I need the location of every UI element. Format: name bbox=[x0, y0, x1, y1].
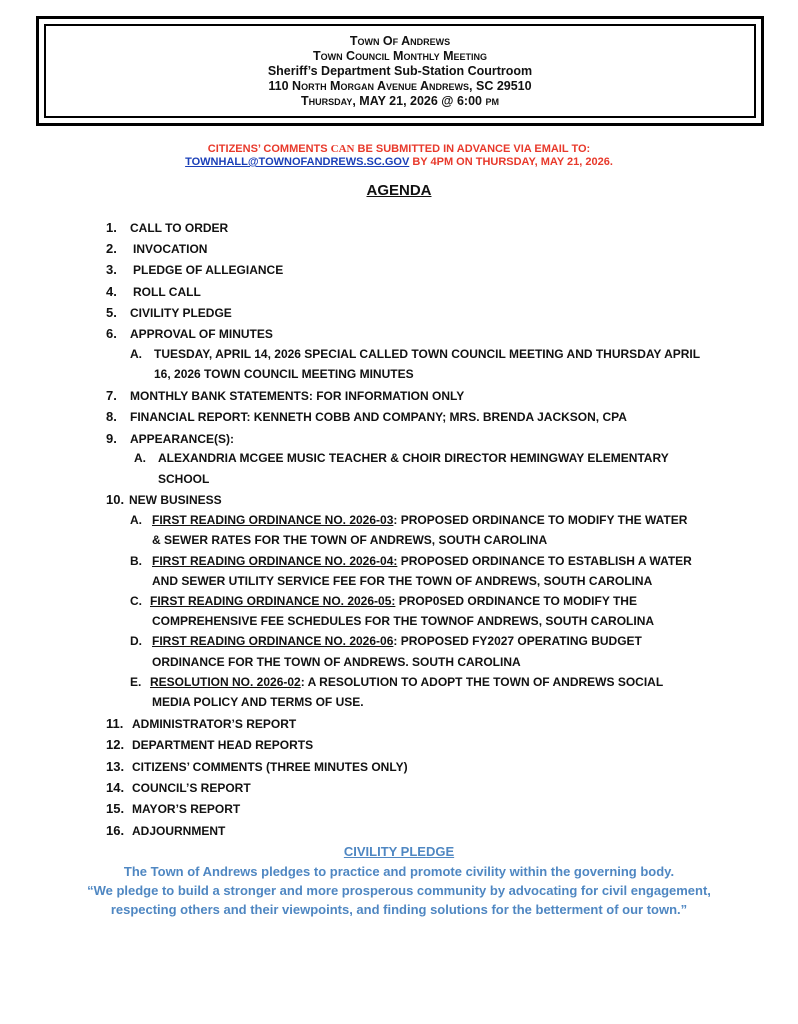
new-business-subitem-cont: MEDIA POLICY AND TERMS OF USE. bbox=[152, 695, 364, 709]
agenda-item: 15. MAYOR’S REPORT bbox=[106, 801, 241, 816]
agenda-item: 4. ROLL CALL bbox=[106, 284, 201, 299]
appearance-subitem: A. ALEXANDRIA MCGEE MUSIC TEACHER & CHOIR DIRECTOR HEMINGWAY ELEMENTARY bbox=[134, 451, 669, 465]
meeting-name: Town Council Monthly Meeting bbox=[312, 48, 488, 63]
meeting-location: Sheriff’s Department Sub-Station Courtroom bbox=[267, 63, 533, 78]
agenda-item: 5. CIVILITY PLEDGE bbox=[106, 305, 232, 320]
notice-deadline: BY 4PM ON THURSDAY, MAY 21, 2026. bbox=[409, 156, 613, 168]
agenda-item: 11. ADMINISTRATOR’S REPORT bbox=[106, 716, 297, 731]
meeting-address: 110 North Morgan Avenue Andrews, SC 29510 bbox=[268, 78, 532, 93]
new-business-subitem-cont: COMPREHENSIVE FEE SCHEDULES FOR THE TOWNOF ANDREWS, SOUTH CAROLINA bbox=[152, 614, 655, 628]
pledge-line-3: respecting others and their viewpoints, and finding solutions for the betterment of our town.” bbox=[110, 902, 688, 917]
notice-text-a: CITIZENS’ COMMENTS bbox=[207, 143, 331, 155]
agenda-item: 2. INVOCATION bbox=[106, 241, 208, 256]
new-business-subitem-cont: AND SEWER UTILITY SERVICE FEE FOR THE TOWN OF ANDREWS, SOUTH CAROLINA bbox=[152, 574, 653, 588]
agenda-item: 13. CITIZENS’ COMMENTS (THREE MINUTES ONLY) bbox=[106, 759, 408, 774]
agenda-item: 10. NEW BUSINESS bbox=[106, 492, 222, 507]
new-business-subitem-cont: ORDINANCE FOR THE TOWN OF ANDREWS. SOUTH CAROLINA bbox=[152, 655, 521, 669]
agenda-item: 12. DEPARTMENT HEAD REPORTS bbox=[106, 737, 314, 752]
agenda-item: 9. APPEARANCE(S): bbox=[106, 431, 235, 446]
new-business-subitem: E. RESOLUTION NO. 2026-02: A RESOLUTION TO ADOPT THE TOWN OF ANDREWS SOCIAL bbox=[130, 675, 664, 689]
minutes-subitem: A. TUESDAY, APRIL 14, 2026 SPECIAL CALLED TOWN COUNCIL MEETING AND THURSDAY APRIL bbox=[130, 347, 701, 361]
agenda-item: 1. CALL TO ORDER bbox=[106, 220, 229, 235]
pledge-title: CIVILITY PLEDGE bbox=[343, 844, 455, 859]
header-box bbox=[36, 16, 764, 126]
notice-text-c: BE SUBMITTED IN ADVANCE VIA EMAIL TO: bbox=[354, 143, 591, 155]
agenda-item: 14. COUNCIL’S REPORT bbox=[106, 780, 251, 795]
agenda-item: 3. PLEDGE OF ALLEGIANCE bbox=[106, 262, 284, 277]
meeting-datetime: Thursday, MAY 21, 2026 @ 6:00 pm bbox=[301, 93, 499, 108]
new-business-subitem: C. FIRST READING ORDINANCE NO. 2026-05: PROP0SED ORDINANCE TO MODIFY THE bbox=[130, 594, 637, 608]
minutes-subitem-cont: 16, 2026 TOWN COUNCIL MEETING MINUTES bbox=[154, 367, 414, 381]
pledge-line-2: “We pledge to build a stronger and more prosperous community by advocating for civil engagement, bbox=[87, 883, 711, 898]
agenda-item: 8. FINANCIAL REPORT: KENNETH COBB AND COMPANY; MRS. BRENDA JACKSON, CPA bbox=[106, 409, 627, 424]
email-notice-line2 bbox=[0, 155, 798, 169]
new-business-subitem-cont: & SEWER RATES FOR THE TOWN OF ANDREWS, SOUTH CAROLINA bbox=[152, 533, 548, 547]
agenda-title: AGENDA bbox=[366, 182, 432, 199]
agenda-item: 16. ADJOURNMENT bbox=[106, 823, 226, 838]
appearance-subitem-cont: SCHOOL bbox=[158, 472, 210, 486]
email-link[interactable]: TOWNHALL@TOWNOFANDREWS.SC.GOV bbox=[185, 156, 410, 168]
header-inner bbox=[44, 24, 756, 118]
agenda-item: 7. MONTHLY BANK STATEMENTS: FOR INFORMATION ONLY bbox=[106, 388, 465, 403]
new-business-subitem: B. FIRST READING ORDINANCE NO. 2026-04: PROPOSED ORDINANCE TO ESTABLISH A WATER bbox=[130, 554, 692, 568]
town-name: Town Of Andrews bbox=[349, 33, 451, 48]
notice-text-can: CAN bbox=[330, 143, 355, 155]
pledge-line-1: The Town of Andrews pledges to practice and promote civility within the governing body. bbox=[123, 864, 675, 879]
new-business-subitem: D. FIRST READING ORDINANCE NO. 2026-06: PROPOSED FY2027 OPERATING BUDGET bbox=[130, 634, 642, 648]
agenda-item: 6. APPROVAL OF MINUTES bbox=[106, 326, 273, 341]
new-business-subitem: A. FIRST READING ORDINANCE NO. 2026-03: PROPOSED ORDINANCE TO MODIFY THE WATER bbox=[130, 513, 688, 527]
email-notice-line1 bbox=[0, 142, 798, 156]
